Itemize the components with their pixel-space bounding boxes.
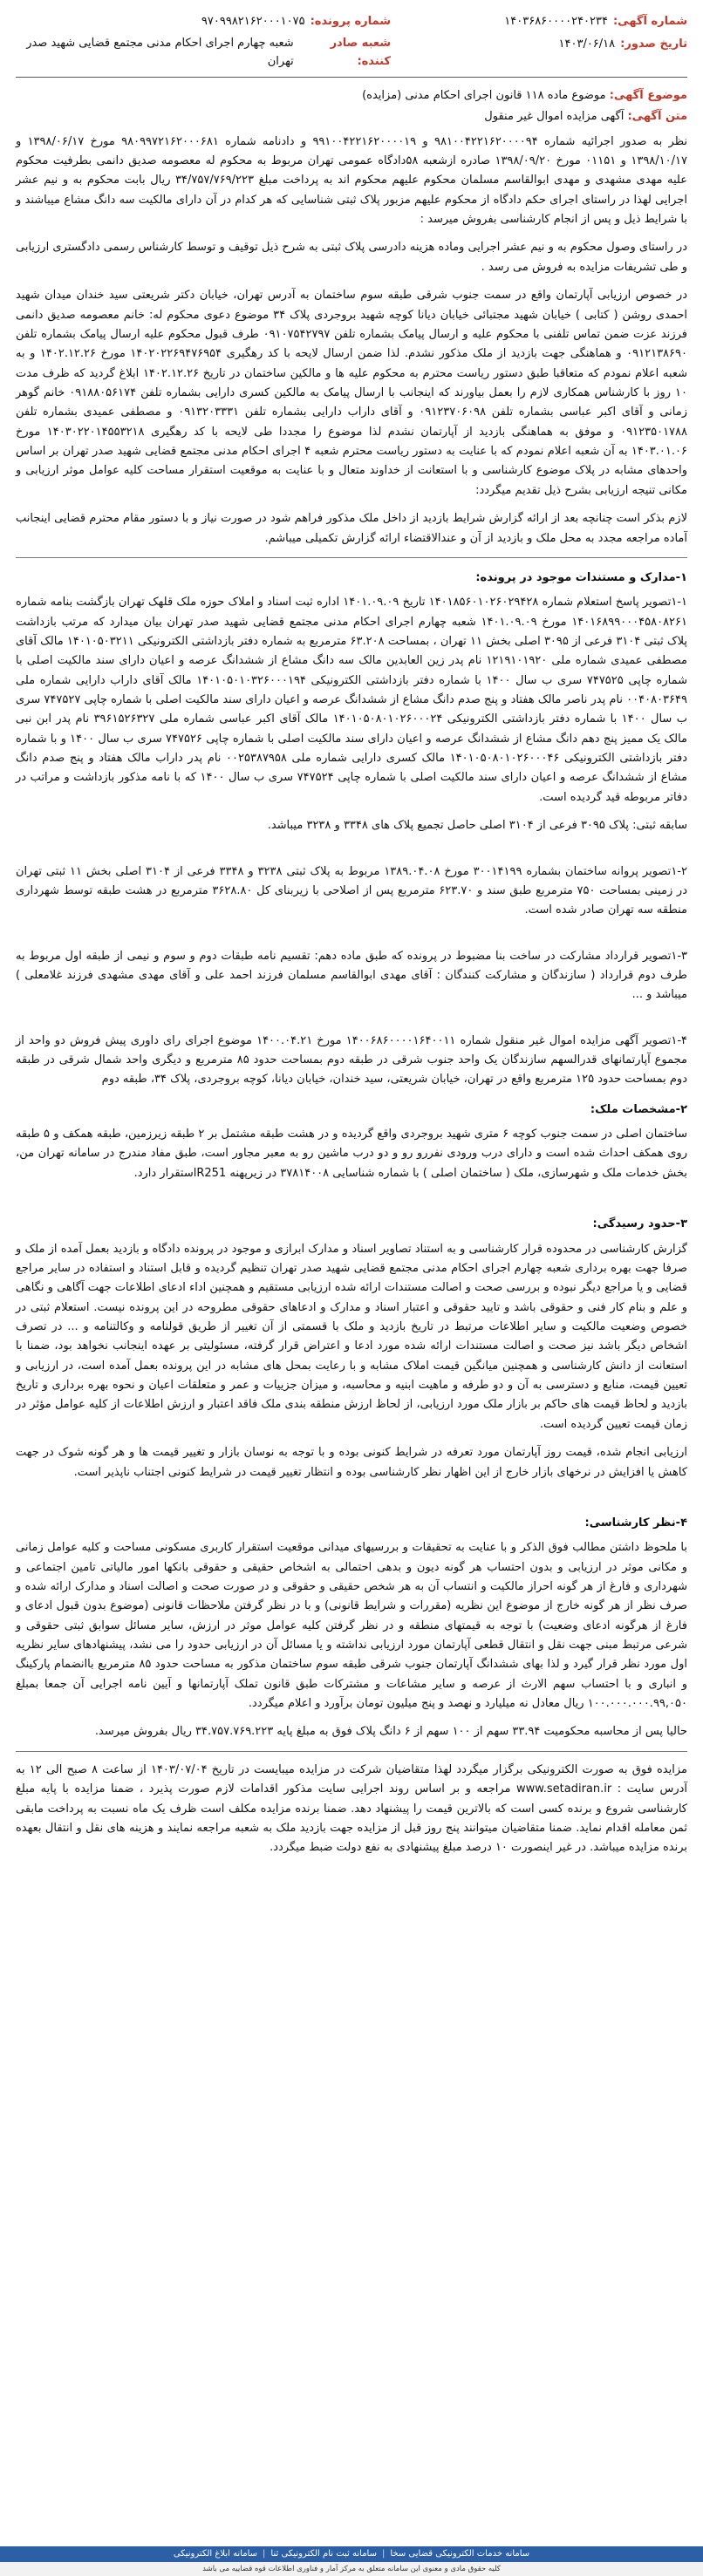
- document-2: ۱-۲تصویر پروانه ساختمان بشماره ۳۰۰۱۴۱۹۹ مورخ ۱۳۸۹.۰۴.۰۸ مربوط به پلاک ثبتی ۳۲۳۸ و ۳۳۴۸ فرعی از ۳۱۰۴ اصلی بخش ۱۱ ثبتی تهران در زمینی بمساحت ۷۵۰ مترمربع طبق سند و ۶۲۳.۷۰ مترمربع پس از اصلاحی با زیربنای کل ۳۶۲۸.۸۰ مترمربع در هشت طبقه توسط شهرداری منطقه سه تهران صادر شده است.: [16, 864, 687, 917]
- assessment-paragraph: در خصوص ارزیابی آپارتمان واقع در سمت جنوب شرقی طبقه سوم ساختمان به آدرس تهران، خیابان دکتر شریعتی سید خندان میدان شهید احمدی روشن ( کتابی ) خیابان شهید مجتبائی خیابان دیانا کوچه شهید بروجردی پلاک ۳۴ موضوع دعوی محکوم له: خانم معصومه صدیق دانمی فرزند عزت ضمن تماس تلفنی با محکوم علیه و ارسال پیامک بشماره تلفن ۰۹۱۰۷۵۴۲۷۹۷ طرف قبول محکوم علیه ارسال پیامک بشماره تلفن ۰۹۱۲۱۳۸۶۹۰ و هماهنگی جهت بازدید از ملک مذکور نشدم. لذا ضمن ارسال لایحه با کد رهگیری ۱۴۰۲۰۲۲۶۹۴۷۶۹۵۴ مورخ ۱۴۰۲.۱۲.۲۶ و به شعبه اعلام نمودم که متعاقبا طبق دستور ریاست محترم به محکوم علیه ها و مالکین ساختمان در تاریخ ۱۴۰۲.۱۲.۲۶ ابلاغ گردید که ظرف مدت ۱۰ روز با کارشناس همکاری لازم را بعمل بیاورند که اینجانب با ارسال پیامک به مالکین کسری دارایی بشماره تلفن ۰۹۱۸۸۰۵۶۱۷۴ خانم گوهر زمانی و آقای اکبر عباسی بشماره تلفن ۰۹۱۲۳۷۰۶۰۹۸ و آقای داراب دارایی بشماره تلفن ۰۹۱۳۲۰۳۳۳۱ و مصطفی عمیدی بشماره تلفن ۰۹۱۲۳۵۰۱۷۸۸ و موفق به هماهنگی بازدید از آپارتمان نشدم لذا موضوع را مجددا طی لایحه با کد رهگیری ۱۴۰۳۰۲۲۰۱۴۵۵۳۲۱۸ مورخ ۱۴۰۳.۰۱.۰۶ به آن شعبه اعلام نمودم که با عنایت به دستور ریاست محترم شعبه ۴ اجرای احکام مدنی مجتمع قضایی شهید صدر تهران بر اساس واحدهای مشابه در پلاک موضوع کارشناسی و با استعانت از خداوند متعال و با عنایت به موقعیت استقرار مساحت کلیه عوامل موثر ارزیابی و مکانی تنیجه ارزیابی بشرح ذیل تقدیم میگردد:: [16, 289, 688, 497]
- topic-row: [16, 86, 687, 106]
- header: [16, 12, 687, 78]
- publish-date-label: تاریخ صدور:: [620, 37, 687, 51]
- topic-label: موضوع آگهی:: [609, 88, 687, 102]
- footer-copyright: کلیه حقوق مادی و معنوی این سامانه متعلق به مرکز آمار و فناوری اطلاعات قوه قضاییه می باشد: [0, 2562, 703, 2576]
- footer-separator: |: [381, 2549, 386, 2559]
- header-right-column: [399, 12, 687, 55]
- publish-date-row: [399, 35, 687, 54]
- ad-number-row: [399, 12, 687, 31]
- expert-opinion: با ملحوظ داشتن مطالب فوق الذکر و با عنایت به تحقیقات و بررسیهای میدانی موقعیت استقرار کاربری مسکونی مساحت و کلیه عوامل زمانی و مکانی موثر در ارزیابی و بدون احتساب هر گونه دیون و بدهی احتمالی به اشخاص حقیقی و حقوقی بانکها امور مالیاتی تامین اجتماعی و شهرداری و فارغ از هر گونه احراز مالکیت و انتساب آن به هر شخص حقیقی و حقوقی و در صورت صحت و اصالت اسناد و مدارک ارائه شده و صرف نظر از هر گونه خارج از موضوع این نظریه (مقررات و شرایط قانونی) و با در نظر گرفتن ملاحظات قانونی (موضوع بدون قبول ادعای و فارغ از هرگونه ادعای وضعیت) با توجه به قیمتهای منطقه و در نظر گرفتن کلیه عوامل موثر در ارزش، سایر مسائل سوابق ثبتی حقوقی و شرعی مرتبط مبنی جهت نقل و انتقال قطعی آپارتمان مورد ارزیابی نداشته و یا مسائل آن در ارزیابی حدود را می نشد، پیشنهادهای سایر نظریه اول مورد نظر قرار گیرد و لذا بهای ششدانگ آپارتمان جنوب شرقی طبقه سوم ساختمان مذکور به مساحت حدود ۸۵ مترمربع باانضمام پارکینگ و انباری و با احتساب سهم الارث از عرصه و سایر مشاعات و مشترکات طبق قانون تملک آپارتمانها و آیین نامه اجرایی آن جمعا بمبلغ ۱۰۰.۰۰۰.۰۰۰.۹۹,۰۵۰ ریال معادل نه میلیارد و نهصد و پنج میلیون تومان برآورد و اعلام میگردد.: [16, 1541, 688, 1711]
- ad-number: ۱۴۰۳۶۸۶۰۰۰۰۲۴۰۲۳۴: [504, 15, 608, 28]
- spacer: [16, 1192, 687, 1204]
- footer: [0, 2546, 703, 2576]
- footer-link-sana[interactable]: سامانه ثبت نام الکترونیکی ثنا: [270, 2549, 377, 2559]
- scope-section-title: ۳-حدود رسیدگی:: [592, 1217, 687, 1231]
- footer-link-sakha[interactable]: سامانه خدمات الکترونیکی قضایی سخا: [390, 2549, 530, 2559]
- publish-date: ۱۴۰۳/۰۶/۱۸: [558, 37, 616, 51]
- sale-price: حالیا پس از محاسبه محکومیت ۳۳.۹۴ سهم از ۱۰۰ سهم از ۶ دانگ پلاک فوق به مبلغ پایه ۳۴.۷۵۷.۷۶۹.۲۲۳ ریال بفروش میرسد.: [94, 1725, 687, 1739]
- documents-section-title: ۱-مدارک و مستندات موجود در پرونده:: [475, 570, 687, 584]
- intro-paragraph: نظر به صدور اجرائیه شماره ۹۸۱۰۰۴۲۲۱۶۲۰۰۰۰۹۴ و ۹۹۱۰۰۴۲۲۱۶۲۰۰۰۰۱۹ و دادنامه شماره ۹۸۰۹۹۷۲۱۶۲۰۰۰۶۸۱ مورخ ۱۳۹۸/۰۶/۱۷ و ۱۳۹۸/۱۰/۱۷ و ۰۱۱۵۱ مورخ ۱۳۹۸/۰۹/۲۰ صادره ازشعبه ۵۸دادگاه عمومی تهران مربوط به محکوم له معصومه صدیق دانمی بطرفیت محکوم علیه مهدی مشهدی و مهدی ابوالقاسم مسلمان محکوم علیهم محکوم اند به پرداخت مبلغ ۳۴/۷۵۷/۷۶۹/۲۲۳ ریال بابت محکوم به و نیم عشر اجرایی لهذا در راستای اجرای حکم دادگاه از محکوم علیهم مزبور پلاک ثبتی شناسایی که هر کدام در آن دارای مالکیت سه دانگ مشاع میباشند و با شرایط ذیل و پس از انجام کارشناسی بفروش میرسد :: [16, 134, 687, 227]
- topic: موضوع ماده ۱۱۸ قانون اجرای احکام مدنی (مزایده): [362, 88, 606, 102]
- header-left-column: [16, 12, 391, 72]
- spacer: [16, 1014, 687, 1026]
- spacer: [16, 930, 687, 942]
- branch-label: شعبه صادر کننده:: [330, 37, 391, 69]
- supplementary-note: لازم بذکر است چنانچه بعد از ارائه گزارش شرایط بازدید از داخل ملک مذکور فراهم شود در صورت نیاز و با دستور مقام محترم قضایی اینجانب آماده مراجعه مجدد به محل ملک و بازدید از آن و عندالاقتضاء ارائه گزارش تکمیلی میباشم.: [16, 512, 687, 545]
- footer-separator: |: [263, 2549, 266, 2559]
- document-4: ۱-۴تصویر آگهی مزایده اموال غیر منقول شماره ۱۴۰۰۶۸۶۰۰۰۰۱۶۴۰۰۱۱ مورخ ۱۴۰۰.۰۴.۲۱ موضوع اجرای رای داوری پیش فروش دو واحد از مجموع آپارتمانهای قدرالسهم سازندگان یک واحد جنوب شرقی در طبقه دوم بمساحت حدود ۸۵ مترمربع و دیگری واحد شمال شرقی در طبقه دوم بمساحت حدود ۱۲۵ مترمربع واقع در تهران، خیابان شریعتی، سید خندان، خیابان دیانا، کوچه بروجردی، پلاک ۳۴، طبقه دوم: [16, 1033, 687, 1087]
- ad-title: آگهی مزایده اموال غیر منقول: [484, 110, 625, 124]
- branch-row: [16, 35, 391, 72]
- ad-text-label: متن آگهی:: [627, 110, 687, 124]
- collection-paragraph: در راستای وصول محکوم به و نیم عشر اجرایی وماده هزینه دادرسی پلاک ثبتی به شرح ذیل توقیف و توسط کارشناس رسمی دادگستری ارزیابی و طی تشریفات مزایده به فروش می رسد .: [16, 241, 687, 274]
- document-1-note: سابقه ثبتی: پلاک ۳۰۹۵ فرعی از ۳۱۰۴ اصلی حاصل تجمیع پلاک های ۳۳۴۸ و ۳۲۳۸ میباشد.: [267, 819, 687, 833]
- divider: [16, 557, 687, 558]
- footer-link-eblagh[interactable]: سامانه ابلاغ الکترونیکی: [173, 2549, 258, 2559]
- footer-links-bar: [0, 2546, 703, 2562]
- expert-section-title: ۴-نظر کارشناسی:: [584, 1516, 687, 1530]
- divider: [16, 1751, 687, 1752]
- property-description: ساختمان اصلی در سمت جنوب کوچه ۶ متری شهید بروجردی واقع گردیده و در هشت طبقه مشتمل بر ۲ طبقه زیرزمین، طبقه همکف و ۵ طبقه روی همکف احداث شده است و دارای درب ورودی نفررو رو و دو درب ماشین رو به معبر مجاور است، طبق مفاد مندرج در سامانه تهران من، بخش خدمات ملک و شهرسازی، ملک ( ساختمان اصلی ) با شماره شناسایی ۳۷۸۱۴۰۰۸ در زیرپهنه R251استقرار دارد.: [16, 1128, 688, 1180]
- ad-number-label: شماره آگهی:: [612, 15, 687, 28]
- document-3: ۱-۳تصویر قرارداد مشارکت در ساخت بنا مضبوط در پرونده که طبق ماده دهم: تقسیم نامه طبقات دوم و سوم و نیمی از طبقه اول مربوط به طرف دوم قرارداد ( سازندگان و مشارکت کنندگان : آقای مهدی ابوالقاسم مسلمان فرزند احمد علی و آقای مهدی مشهدی فرزند غلامعلی ) میباشد و ...: [16, 949, 687, 1002]
- spacer: [16, 845, 687, 857]
- property-section-title: ۲-مشخصات ملک:: [590, 1102, 687, 1116]
- auction-details: مزایده فوق به صورت الکترونیکی برگزار میگردد لهذا متقاضیان شرکت در مزایده میبایست در تاریخ ۱۴۰۳/۰۷/۰۴ از ساعت ۸ صبح الی ۱۲ به آدرس سایت : www.setadiran.ir مراجعه و بر اساس روند اجرایی سایت مذکور اقدامات لازم صورت پذیرد ، ضمنا مزایده با پایه مبلغ کارشناسی شروع و برنده کسی است که بالاترین قیمت را پیشنهاد دهد. ضمنا برنده مزایده مکلف است ظرف یک ماه نسبت به پرداخت مابقی ثمن معامله اقدام نماید. ضمنا متقاضیان میتوانند پنج روز قبل از مزایده جهت بازدید ملک به شعبه مراجعه نمایند و هزینه های نقل و انتقال بعهده برنده مزایده میباشد. در غیر اینصورت ۱۰ درصد مبلغ پیشنهادی به نفع دولت ضبط میگردد.: [16, 1762, 687, 1855]
- spacer: [16, 1491, 687, 1503]
- branch: شعبه چهارم اجرای احکام مدنی مجتمع قضایی شهید صدر تهران: [26, 37, 294, 69]
- case-number-label: شماره پرونده:: [310, 15, 391, 28]
- scope-text-2: ارزیابی انجام شده، قیمت روز آپارتمان مورد تعرفه در شرایط کنونی بوده و با توجه به نوسان بازار و تغییر قیمت ها و هر گونه شوک در جهت کاهش یا افزایش در نرخهای بازار خارج از این اظهار نظر کارشناسی بوده و انتظار تغییر قیمت در شرایط کنونی اجتناب ناپذیر است.: [16, 1446, 687, 1479]
- case-number: ۹۷۰۹۹۸۲۱۶۲۰۰۰۱۰۷۵: [201, 15, 305, 28]
- scope-text: گزارش کارشناسی در محدوده قرار کارشناسی و به استناد تصاویر اسناد و مدارک ابرازی و موجود در پرونده دادگاه و بازدید بعمل آمده از ملک و صرفا جهت بهره برداری شعبه چهارم اجرای احکام مدنی مجتمع قضایی شهید صدر تهران تنظیم گردیده و قابل استناد و استفاده در سایر مراجع قضایی و یا مراجع دیگر نبوده و بررسی صحت و اصالت مستندات ارائه شده ارزیابی مستقیم و همچنین اداء ادعای اطلاعات جهت آگاهی و نگاهی و علم و بنام کار فنی و حقوقی باشد و تایید حقوقی و اعتبار اسناد و مدارک و ادعاهای حقوقی مطروحه در این پرونده نیست. استعلام ثبتی در خصوص وضعیت مالکیت و سایر اطلاعات مرتبط در تاریخ بازدید و ملک با قسمتی از آن تغییر از طریق قولنامه و وکالتنامه و ... در تصرف اشخاص دیگر باشد نیز صحت و اصالت مستندات ارائه شده مورد ادعا و اعتراض قرار گرفته، مسئولیتی بر عهده اینجانب نخواهد بود، ضمنا با استعانت از دانش کارشناسی و همچنین میانگین قیمت املاک مشابه و با رعایت بمحل های مشابه در این پرونده بعمل آمده است، در ارزیابی و تعیین قیمت، منابع و دسترسی به آن و دو طرفه و ماهیت ابنیه و محاسبه، و میزان جزییات و عمر و متعلقات اعیان و نحوه بهره برداری و تاریخ بازدید و لحاظ قیمت های حاکم بر بازار ملک مورد ارزیابی، از لحاظ ارزش منطقه بندی ملک فاقد اعتبار و ارزش اطلاعات از کلیه عوامل مؤثر در زمان قیمت تعیین گردیده است.: [16, 1242, 687, 1431]
- case-number-row: [16, 12, 391, 31]
- ad-title-row: [16, 107, 687, 126]
- document-1: ۱-۱تصویر پاسخ استعلام شماره ۱۴۰۱۸۵۶۰۱۰۲۶۰۲۹۴۲۸ تاریخ ۱۴۰۱.۰۹.۰۹ اداره ثبت اسناد و املاک حوزه ملک قلهک تهران بازگشت بنامه شماره ۱۴۰۱۶۸۹۹۰۰۰۴۵۸۰۸۲۶۱ مورخ ۱۴۰۱.۰۹.۰۹ شعبه چهارم اجرای احکام مدنی مجتمع قضایی شهید صدر تهران بیان میدارد که مرتب بازداشت پلاک ثبتی ۳۱۰۴ فرعی از ۳۰۹۵ اصلی بخش ۱۱ تهران ، بمساحت ۶۳.۲۰۸ مترمربع به شماره دفتر بازداشتی الکترونیکی ۱۴۰۱۰۵۰۳۲۱۱ مالک آقای مصطفی عمیدی شماره ملی ۱۲۱۹۱۰۱۹۲۰ نام پدر زین العابدین مالک سه دانگ مشاع از ششدانگ عرصه و اعیان دارای سند مالکیت اصلی با شماره چاپی ۷۴۷۵۲۵ سری ب سال ۱۴۰۰ با شماره دفتر بازداشتی الکترونیکی ۱۴۰۱۰۵۰۱۰۳۲۶۰۰۰۱۹۴ مالک آقای داراب دارایی شماره ملی ۰۰۴۰۸۰۳۶۴۹ نام پدر ناصر مالک هفتاد و پنج صدم دانگ مشاع از ششدانگ عرصه و اعیان دارای سند مالکیت اصلی با شماره چاپی ۷۴۷۵۲۷ سری ب سال ۱۴۰۰ با شماره دفتر بازداشتی الکترونیکی ۱۴۰۱۰۵۰۸۰۱۰۲۶۰۰۰۲۴ مالک آقای اکبر عباسی شماره ملی ۳۹۶۱۵۲۶۳۲۷ نام پدر ابن نبی مالک یک ممیز پنج دهم دانگ مشاع از ششدانگ عرصه و اعیان دارای سند مالکیت اصلی با شماره چاپی ۷۴۷۵۲۶ سری ب سال ۱۴۰۰ و با شماره دفتر بازداشتی الکترونیکی ۱۴۰۱۰۵۰۸۰۱۰۲۶۰۰۰۴۶ مالک کسری دارایی شماره ملی ۰۰۲۵۳۸۷۹۵۸ نام پدر داراب مالک هفتاد و پنج صدم دانگ مشاع از ششدانگ عرصه و اعیان دارای سند مالکیت اصلی با شماره چاپی ۷۴۷۵۲۴ سری ب سال ۱۴۰۰ که با نامه مذکور بازداشت و مراتب در دفاتر مربوطه قید گردیده است.: [16, 596, 688, 804]
